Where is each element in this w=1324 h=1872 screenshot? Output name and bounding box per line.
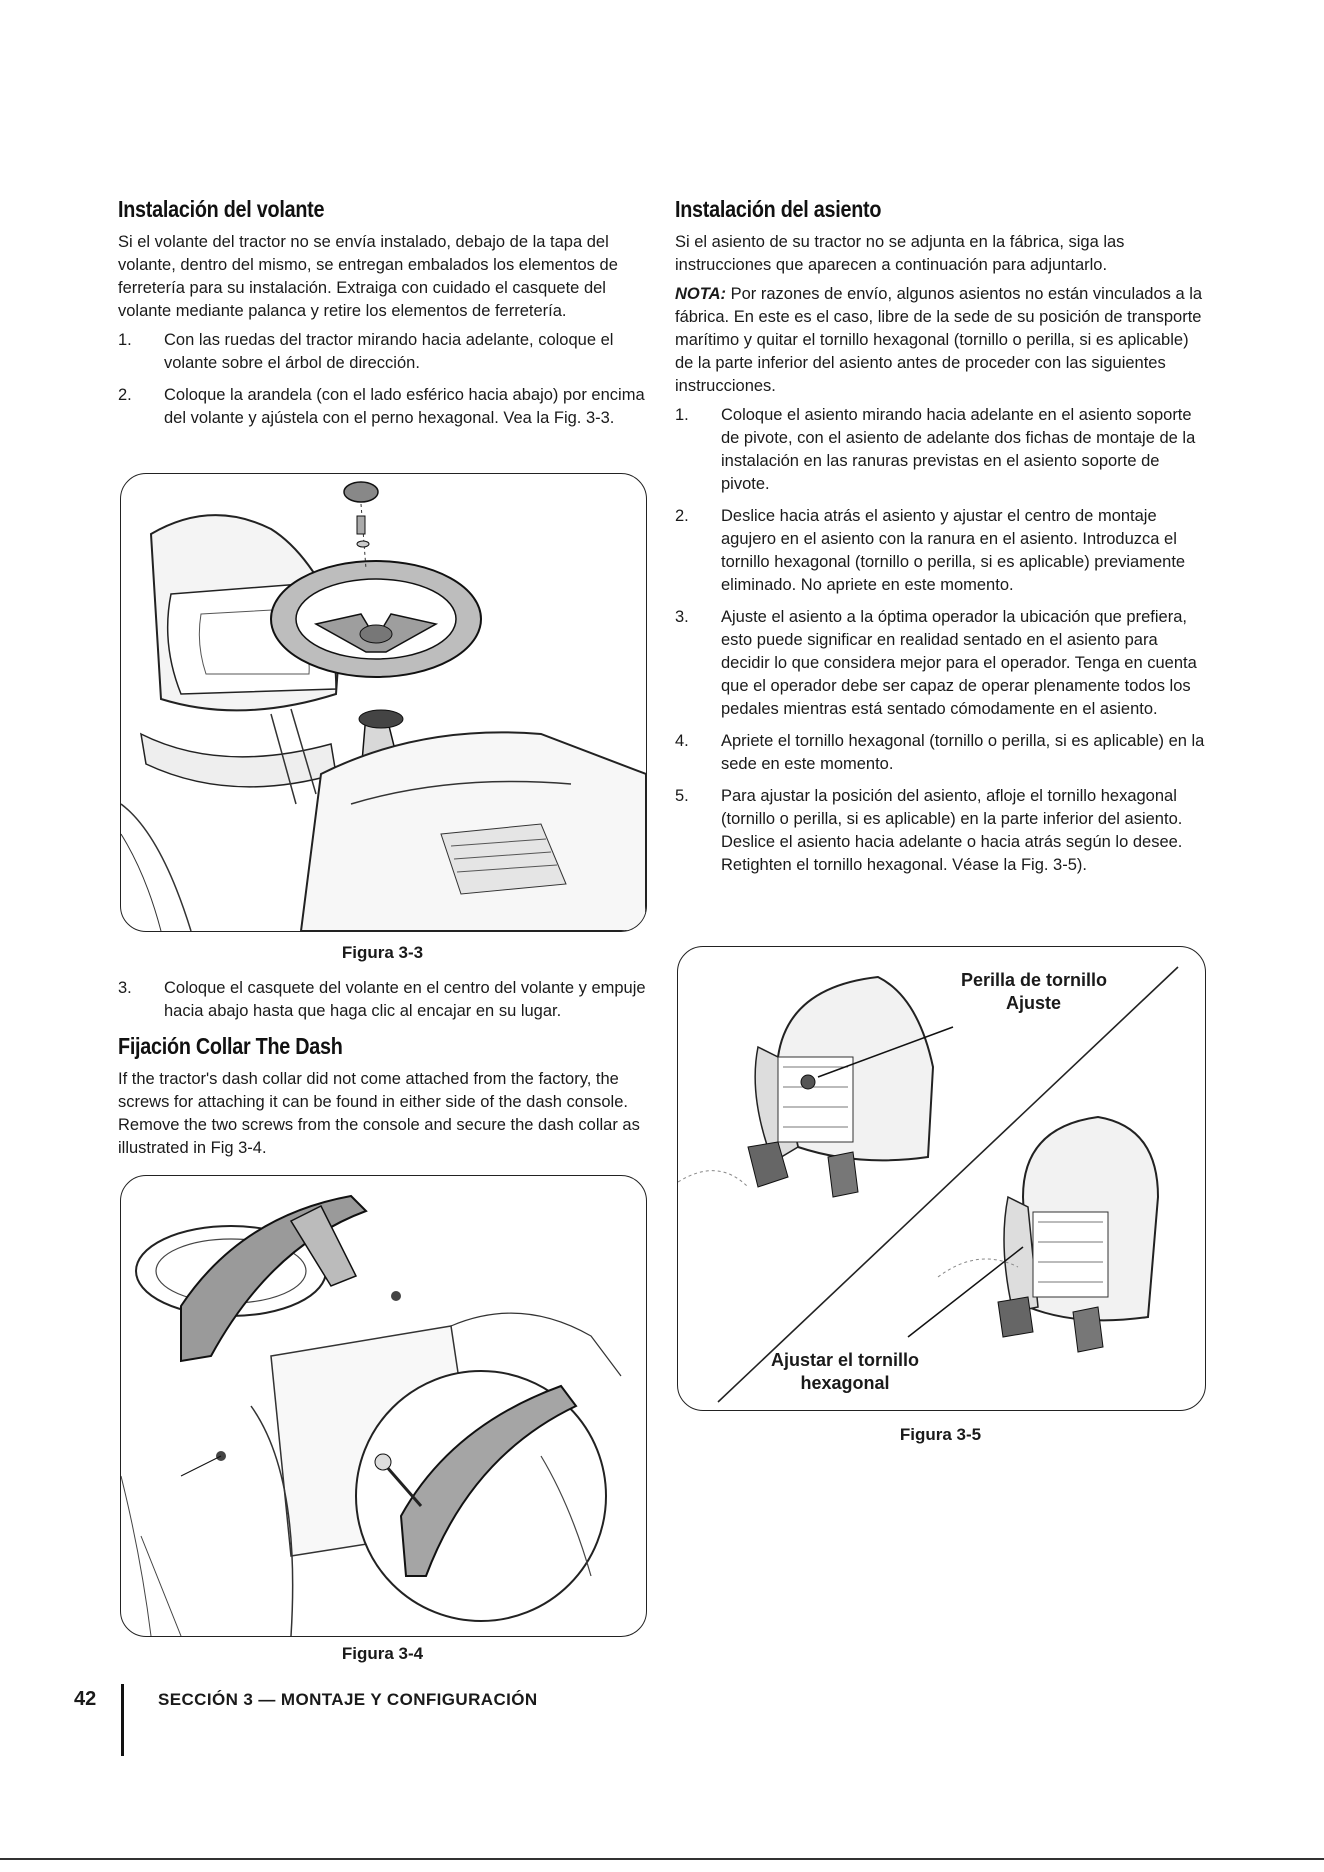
left-column bbox=[118, 196, 648, 439]
knob-label: Perilla de tornillo Ajuste bbox=[961, 970, 1108, 1013]
section-title: SECCIÓN 3 — MONTAJE Y CONFIGURACIÓN bbox=[158, 1690, 538, 1709]
steering-steps bbox=[118, 329, 648, 430]
figure-3-4-caption: Figura 3-4 bbox=[341, 1644, 424, 1663]
footer-divider bbox=[121, 1684, 124, 1756]
page-number: 42 bbox=[74, 1688, 97, 1710]
list-item: 2. Deslice hacia atrás el asiento y ajustar el centro de montaje agujero en el asiento con la ranura en el asiento. Introduzca el tornillo hexagonal (tornillo o perilla, si es aplicable) previamente eliminado. No apriete en este momento. bbox=[675, 507, 1186, 594]
seat-note: NOTA: Por razones de envío, algunos asientos no están vinculados a la fábrica. En este es el caso, libre de la sede de su posición de transporte marítimo y quitar el tornillo hexagonal (tornillo o perilla, si es aplicable) de la parte inferior del asiento antes de proceder con las siguientes instrucciones. bbox=[675, 285, 1203, 395]
list-item: 1. Con las ruedas del tractor mirando hacia adelante, coloque el volante sobre el árbol de dirección. bbox=[118, 331, 614, 372]
list-item: 3. Ajuste el asiento a la óptima operador la ubicación que prefiera, esto puede significar en realidad sentado en el asiento para decidir lo que considera mejor para el operador. Tenga en cuenta que el operador debe ser capaz de operar plenamente todos los pedales mientras está sentado cómodamente en el asiento. bbox=[675, 608, 1197, 718]
figure-3-3-caption: Figura 3-3 bbox=[341, 943, 424, 962]
seat-intro: Si el asiento de su tractor no se adjunta en la fábrica, siga las instrucciones que aparecen a continuación para adjuntarlo. bbox=[675, 233, 1125, 274]
figure-3-3 bbox=[120, 473, 647, 932]
dash-text: If the tractor's dash collar did not come attached from the factory, the screws for attaching it can be found in either side of the dash console. Remove the two screws from the console and secure the dash collar as illustrated in Fig 3-4. bbox=[118, 1070, 640, 1157]
seat-steps bbox=[675, 404, 1210, 877]
figure-3-5 bbox=[677, 946, 1206, 1411]
page-footer bbox=[48, 1688, 748, 1718]
seat-adjust-illustration bbox=[678, 947, 1205, 1410]
dash-heading: Fijación Collar The Dash bbox=[118, 1033, 343, 1059]
figure-3-5-caption: Figura 3-5 bbox=[899, 1425, 982, 1444]
list-item: 5. Para ajustar la posición del asiento, afloje el tornillo hexagonal (tornillo o perilla, si es aplicable) en la parte inferior del asiento. Deslice el asiento hacia adelante o hacia atrás según lo desee. Retighten el tornillo hexagonal. Véase la Fig. 3-5). bbox=[675, 787, 1183, 874]
bottom-rule bbox=[0, 1858, 1324, 1860]
hex-bolt-label: Ajustar el tornillo hexagonal bbox=[771, 1350, 920, 1393]
list-item: 3. Coloque el casquete del volante en el centro del volante y empuje hacia abajo hasta que haga clic al encajar en su lugar. bbox=[118, 979, 646, 1020]
list-item: 1. Coloque el asiento mirando hacia adelante en el asiento soporte de pivote, con el asiento de adelante dos fichas de montaje de la instalación en las ranuras previstas en el asiento soporte de pivote. bbox=[675, 406, 1196, 493]
list-item: 4. Apriete el tornillo hexagonal (tornillo o perilla, si es aplicable) en la sede en este momento. bbox=[675, 732, 1205, 773]
steering-heading: Instalación del volante bbox=[118, 196, 325, 222]
steering-intro: Si el volante del tractor no se envía instalado, debajo de la tapa del volante, dentro del mismo, se entregan embalados los elementos de ferretería para su instalación. Extraiga con cuidado el casquete del volante mediante palanca y retire los elementos de ferretería. bbox=[118, 233, 618, 320]
steering-wheel-illustration bbox=[121, 474, 646, 931]
dash-collar-illustration bbox=[121, 1176, 646, 1636]
seat-heading: Instalación del asiento bbox=[675, 196, 882, 222]
figure-3-4 bbox=[120, 1175, 647, 1637]
right-column bbox=[675, 196, 1210, 886]
list-item: 2. Coloque la arandela (con el lado esférico hacia abajo) por encima del volante y ajústela con el perno hexagonal. Vea la Fig. 3-3. bbox=[118, 386, 645, 427]
left-column-lower bbox=[118, 977, 648, 1166]
